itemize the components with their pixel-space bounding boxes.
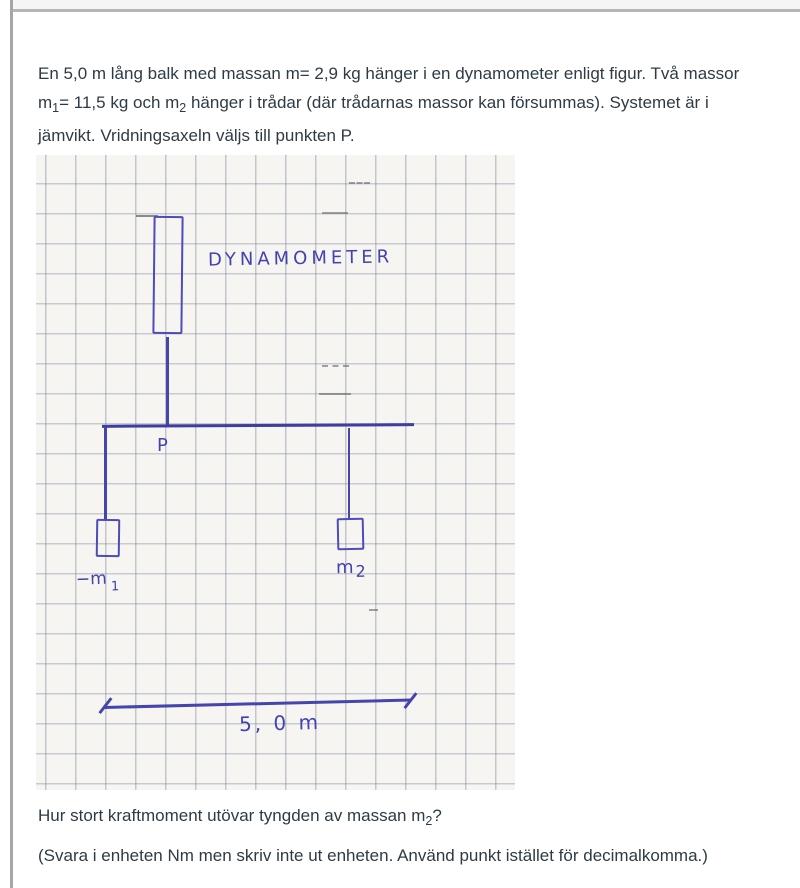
beam-line <box>102 423 414 428</box>
pencil-mark <box>369 609 378 611</box>
prompt-text: Hur stort kraftmoment utövar tyngden av massan m <box>38 806 426 825</box>
pencil-mark <box>322 365 349 367</box>
intro-line1-text: En 5,0 m lång balk med massan m= 2,9 kg hänger i en dynamometer enligt figur. Två massor <box>38 64 740 83</box>
mass2-label-prefix: m <box>335 556 354 579</box>
mass1-label-subscript: 1 <box>110 579 120 595</box>
question-intro-line-2 <box>38 89 794 123</box>
intro-line2-end: hänger i trådar (där trådarnas massor kan försummas). Systemet är i <box>186 92 709 112</box>
pencil-mark <box>349 182 370 184</box>
intro-line2-mid: = 11,5 kg och m <box>59 92 180 112</box>
physics-figure-graph-paper <box>36 155 515 790</box>
beam-length-label: 5, 0 m <box>238 709 322 737</box>
intro-line3-text: jämvikt. Vridningsaxeln väljs till punkten P. <box>38 126 355 146</box>
intro-line2-m1: m <box>38 92 53 112</box>
dimension-arrow-line <box>104 698 411 708</box>
pencil-mark <box>322 212 348 214</box>
dynamometer-box <box>152 216 183 334</box>
mass1-label-prefix: −m <box>75 568 108 590</box>
string-mass1 <box>104 427 107 520</box>
string-mass2 <box>348 428 351 519</box>
dynamometer-label: DYNAMOMETER <box>207 246 394 271</box>
mass1-label <box>76 568 120 595</box>
string-dynamometer-to-beam <box>166 337 169 425</box>
mass2-label <box>336 557 366 582</box>
intro-line2-m2-subscript: 2 <box>179 100 187 115</box>
pencil-mark <box>319 393 351 395</box>
prompt-question-mark: ? <box>432 806 442 825</box>
question-intro-text <box>38 60 794 151</box>
mass2-label-subscript: 2 <box>355 561 366 581</box>
panel-left-border <box>10 0 13 888</box>
prompt-m2-subscript: 2 <box>425 814 433 828</box>
pivot-point-label: P <box>157 435 168 456</box>
answer-format-note: (Svara i enheten Nm men skriv inte ut enheten. Använd punkt istället för decimalkomma.) <box>38 846 708 865</box>
question-intro-line-1 <box>38 60 794 89</box>
intro-line2-m1-subscript: 1 <box>52 100 60 115</box>
mass2-box <box>337 518 365 551</box>
question-intro-line-3 <box>38 122 794 151</box>
mass1-box <box>96 519 121 557</box>
panel-top-strip <box>13 0 800 9</box>
question-prompt <box>38 804 442 833</box>
panel-top-divider <box>13 9 800 12</box>
